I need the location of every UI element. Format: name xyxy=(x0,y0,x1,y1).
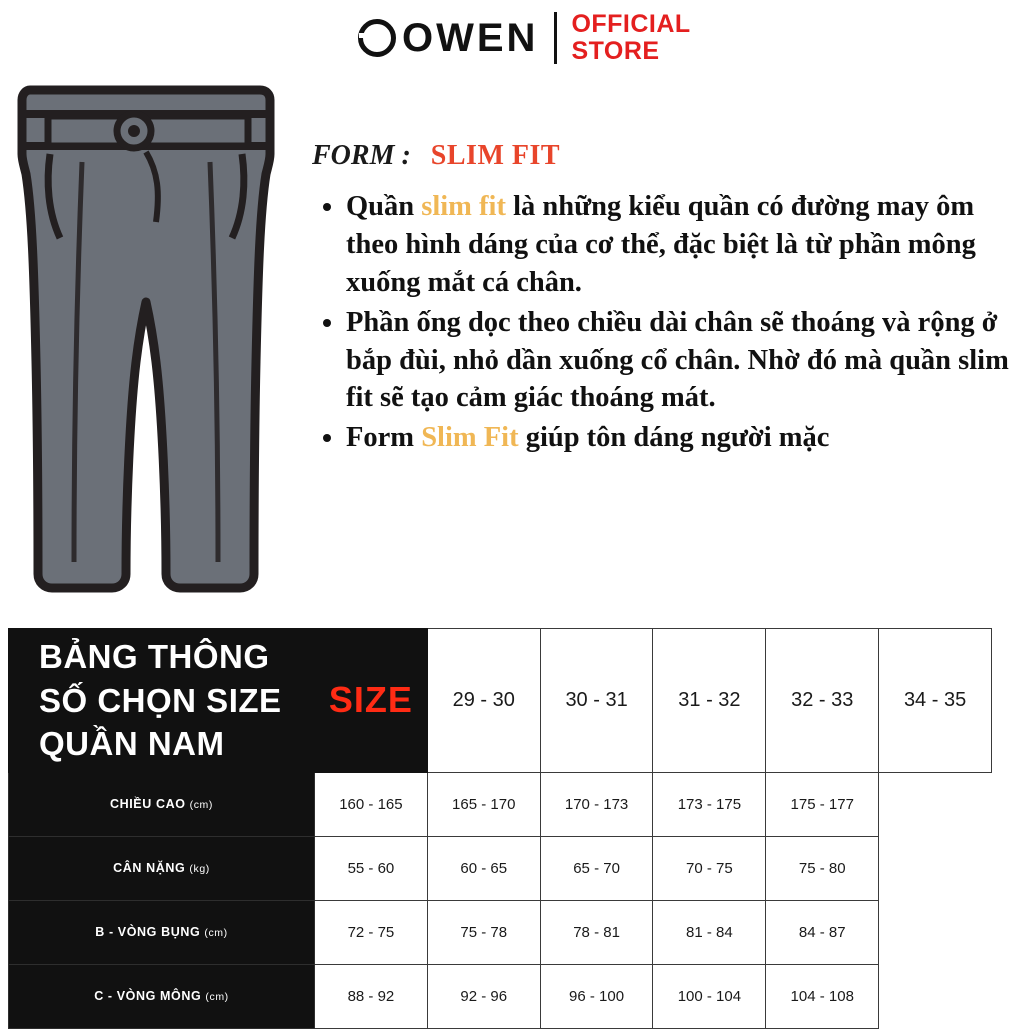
brand-name: OWEN xyxy=(402,16,539,60)
measurement-value: 65 - 70 xyxy=(540,836,653,900)
measurement-value: 81 - 84 xyxy=(653,900,766,964)
size-column-label: SIZE xyxy=(315,629,428,773)
measurement-value: 84 - 87 xyxy=(766,900,879,964)
measurement-value: 96 - 100 xyxy=(540,964,653,1028)
owen-circle-logo-icon xyxy=(358,19,396,57)
measurement-value: 100 - 104 xyxy=(653,964,766,1028)
measurement-value: 55 - 60 xyxy=(315,836,428,900)
bullet-text: Form xyxy=(346,422,422,454)
measurement-name: B - VÒNG BỤNG xyxy=(95,925,201,940)
size-column-header: 34 - 35 xyxy=(879,629,992,773)
measurement-value: 78 - 81 xyxy=(540,900,653,964)
measurement-unit: (kg) xyxy=(189,863,210,876)
measurement-value: 165 - 170 xyxy=(427,772,540,836)
table-row xyxy=(9,772,992,836)
bullet-text: giúp tôn dáng người mặc xyxy=(518,422,830,454)
size-chart-title: BẢNG THÔNG SỐ CHỌN SIZE QUẦN NAM xyxy=(9,629,315,773)
measurement-value: 173 - 175 xyxy=(653,772,766,836)
measurement-label xyxy=(9,964,315,1028)
measurement-value: 75 - 80 xyxy=(766,836,879,900)
feature-bullet xyxy=(346,188,1012,302)
size-column-header: 31 - 32 xyxy=(653,629,766,773)
measurement-label xyxy=(9,836,315,900)
brand-logo xyxy=(358,6,691,70)
description-block xyxy=(312,140,1012,459)
size-column-header: 30 - 31 xyxy=(540,629,653,773)
official-store-text xyxy=(571,11,690,65)
measurement-name: CHIỀU CAO xyxy=(109,797,186,812)
slim-fit-trousers-illustration xyxy=(8,62,298,612)
table-row xyxy=(9,964,992,1028)
feature-bullet xyxy=(346,304,1012,418)
bullet-text: Quần xyxy=(346,191,422,222)
table-header-row xyxy=(9,629,992,773)
measurement-value: 175 - 177 xyxy=(766,772,879,836)
measurement-value: 170 - 173 xyxy=(540,772,653,836)
measurement-unit: (cm) xyxy=(205,991,229,1004)
measurement-label xyxy=(9,772,315,836)
feature-bullet-list xyxy=(312,188,1012,457)
measurement-value: 70 - 75 xyxy=(653,836,766,900)
measurement-value: 160 - 165 xyxy=(315,772,428,836)
measurement-value: 75 - 78 xyxy=(427,900,540,964)
measurement-name: C - VÒNG MÔNG xyxy=(94,989,202,1004)
measurement-unit: (cm) xyxy=(204,927,228,940)
bullet-text: Phần ống dọc theo chiều dài chân sẽ thoáng và rộng ở bắp đùi, nhỏ dần xuống cổ chân. Nhờ đó mà quần slim fit sẽ tạo cảm giác thoáng mát. xyxy=(346,306,1009,414)
measurement-name: CÂN NẶNG xyxy=(113,861,186,876)
measurement-value: 88 - 92 xyxy=(315,964,428,1028)
highlight-text: Slim Fit xyxy=(421,422,519,454)
table-row xyxy=(9,836,992,900)
measurement-value: 104 - 108 xyxy=(766,964,879,1028)
size-column-header: 32 - 33 xyxy=(766,629,879,773)
form-line xyxy=(312,140,1012,172)
logo-divider xyxy=(554,12,557,64)
measurement-label xyxy=(9,900,315,964)
measurement-value: 60 - 65 xyxy=(427,836,540,900)
size-column-header: 29 - 30 xyxy=(427,629,540,773)
measurement-value: 72 - 75 xyxy=(315,900,428,964)
feature-bullet xyxy=(346,419,1012,457)
form-value: SLIM FIT xyxy=(430,140,561,171)
form-label: FORM : xyxy=(312,140,411,171)
bullet-text: là những kiểu quần có đường may ôm theo hình dáng của cơ thể, đặc biệt là từ phần mông xuống mắt cá chân. xyxy=(346,191,976,298)
measurement-value: 92 - 96 xyxy=(427,964,540,1028)
measurement-unit: (cm) xyxy=(189,799,213,812)
table-row xyxy=(9,900,992,964)
highlight-text: slim fit xyxy=(421,191,506,222)
official-line-1: OFFICIAL xyxy=(571,10,691,38)
size-chart-table xyxy=(8,628,992,1029)
official-line-2: STORE xyxy=(571,37,660,65)
